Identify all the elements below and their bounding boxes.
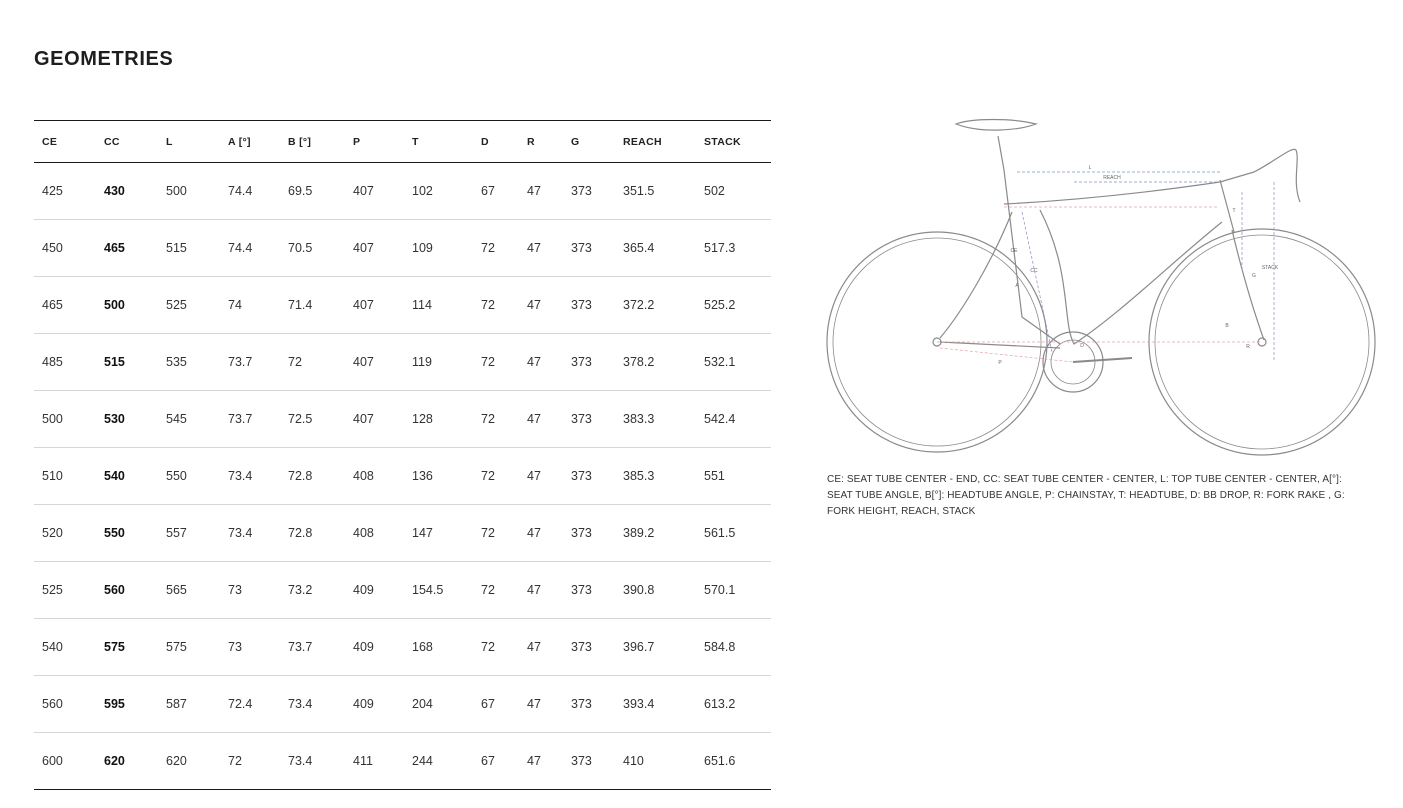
table-cell: 119 <box>412 355 432 369</box>
geometry-table <box>34 120 771 790</box>
table-cell: 500 <box>166 184 187 198</box>
table-cell: 73.7 <box>228 412 253 426</box>
table-cell: 373 <box>571 355 592 369</box>
table-cell: 72 <box>228 754 242 768</box>
table-cell: 72 <box>481 640 495 654</box>
table-cell: 620 <box>104 754 125 768</box>
table-row <box>34 220 771 277</box>
table-cell: 396.7 <box>623 640 655 654</box>
table-row <box>34 562 771 619</box>
table-row <box>34 505 771 562</box>
table-cell: 72 <box>481 298 495 312</box>
table-cell: 510 <box>42 469 63 483</box>
table-cell: 587 <box>166 697 187 711</box>
table-cell: 147 <box>412 526 433 540</box>
table-cell: 575 <box>104 640 125 654</box>
table-cell: 47 <box>527 526 541 540</box>
seatpost <box>998 136 1004 170</box>
table-cell: 373 <box>571 640 592 654</box>
table-cell: 373 <box>571 697 592 711</box>
table-cell: 47 <box>527 469 541 483</box>
table-cell: 570.1 <box>704 583 736 597</box>
table-cell: 47 <box>527 241 541 255</box>
page-title: GEOMETRIES <box>34 48 174 70</box>
table-cell: 500 <box>104 298 125 312</box>
table-cell: 136 <box>412 469 433 483</box>
table-row <box>34 334 771 391</box>
header-a: A [°] <box>228 135 251 148</box>
table-cell: 69.5 <box>288 184 313 198</box>
header-stack: STACK <box>704 135 741 148</box>
table-cell: 595 <box>104 697 125 711</box>
table-cell: 515 <box>166 241 187 255</box>
table-cell: 410 <box>623 754 644 768</box>
table-cell: 73.7 <box>228 355 253 369</box>
header-reach: REACH <box>623 135 662 148</box>
table-cell: 72 <box>481 355 495 369</box>
table-cell: 430 <box>104 184 125 198</box>
table-cell: 73 <box>228 640 242 654</box>
table-cell: 72 <box>481 526 495 540</box>
table-cell: 530 <box>104 412 125 426</box>
table-cell: 378.2 <box>623 355 655 369</box>
table-cell: 74.4 <box>228 241 253 255</box>
table-cell: 73.4 <box>288 697 313 711</box>
table-cell: 540 <box>104 469 125 483</box>
table-cell: 373 <box>571 583 592 597</box>
table-cell: 73.4 <box>228 469 253 483</box>
table-cell: 550 <box>166 469 187 483</box>
table-cell: 47 <box>527 697 541 711</box>
table-cell: 72.5 <box>288 412 313 426</box>
table-body <box>34 163 771 790</box>
table-cell: 532.1 <box>704 355 736 369</box>
table-cell: 515 <box>104 355 125 369</box>
saddle <box>956 120 1036 131</box>
table-cell: 204 <box>412 697 433 711</box>
table-cell: 47 <box>527 640 541 654</box>
table-cell: 351.5 <box>623 184 655 198</box>
table-cell: 550 <box>104 526 125 540</box>
table-cell: 584.8 <box>704 640 736 654</box>
table-header-row <box>34 121 771 163</box>
table-cell: 73.7 <box>288 640 313 654</box>
table-cell: 557 <box>166 526 187 540</box>
header-p: P <box>353 135 361 148</box>
table-cell: 73 <box>228 583 242 597</box>
table-cell: 465 <box>42 298 63 312</box>
table-cell: 72.8 <box>288 526 313 540</box>
table-cell: 168 <box>412 640 433 654</box>
table-cell: 72.4 <box>228 697 253 711</box>
table-cell: 525 <box>42 583 63 597</box>
bike-geometry-diagram <box>822 112 1382 462</box>
header-t: T <box>412 135 419 148</box>
table-cell: 373 <box>571 526 592 540</box>
table-cell: 74.4 <box>228 184 253 198</box>
table-cell: 465 <box>104 241 125 255</box>
frame-head-tube <box>1220 180 1234 232</box>
table-cell: 408 <box>353 526 374 540</box>
table-cell: 485 <box>42 355 63 369</box>
table-row <box>34 391 771 448</box>
header-ce: CE <box>42 135 58 148</box>
table-row <box>34 676 771 733</box>
table-cell: 407 <box>353 298 374 312</box>
table-cell: 383.3 <box>623 412 655 426</box>
table-cell: 70.5 <box>288 241 313 255</box>
table-row <box>34 277 771 334</box>
table-cell: 409 <box>353 583 374 597</box>
table-cell: 373 <box>571 754 592 768</box>
table-cell: 67 <box>481 697 495 711</box>
table-cell: 425 <box>42 184 63 198</box>
table-cell: 520 <box>42 526 63 540</box>
table-cell: 525 <box>166 298 187 312</box>
table-cell: 517.3 <box>704 241 736 255</box>
table-cell: 450 <box>42 241 63 255</box>
table-cell: 154.5 <box>412 583 444 597</box>
table-cell: 244 <box>412 754 433 768</box>
table-cell: 73.2 <box>288 583 313 597</box>
label-t: T <box>1232 208 1236 214</box>
table-cell: 373 <box>571 469 592 483</box>
table-row <box>34 733 771 790</box>
header-l: L <box>166 135 173 148</box>
table-cell: 551 <box>704 469 725 483</box>
table-cell: 373 <box>571 298 592 312</box>
table-cell: 575 <box>166 640 187 654</box>
label-d: D <box>1080 343 1084 349</box>
table-cell: 114 <box>412 298 432 312</box>
label-p: P <box>998 360 1002 366</box>
table-cell: 409 <box>353 697 374 711</box>
table-cell: 47 <box>527 184 541 198</box>
table-cell: 613.2 <box>704 697 736 711</box>
table-cell: 561.5 <box>704 526 736 540</box>
table-cell: 373 <box>571 184 592 198</box>
table-cell: 373 <box>571 241 592 255</box>
table-cell: 500 <box>42 412 63 426</box>
label-cc: CC <box>1030 268 1038 274</box>
table-cell: 408 <box>353 469 374 483</box>
table-cell: 73.4 <box>228 526 253 540</box>
header-r: R <box>527 135 535 148</box>
table-cell: 73.4 <box>288 754 313 768</box>
table-cell: 72 <box>481 241 495 255</box>
label-b: B <box>1225 323 1229 329</box>
table-cell: 545 <box>166 412 187 426</box>
table-cell: 560 <box>104 583 125 597</box>
label-ce: CE <box>1010 248 1018 254</box>
frame-top-tube <box>1004 182 1220 204</box>
table-cell: 47 <box>527 298 541 312</box>
table-row <box>34 448 771 505</box>
table-cell: 72 <box>481 469 495 483</box>
table-cell: 525.2 <box>704 298 736 312</box>
table-cell: 651.6 <box>704 754 736 768</box>
table-cell: 620 <box>166 754 187 768</box>
label-reach: REACH <box>1103 175 1121 181</box>
table-cell: 411 <box>353 754 373 768</box>
geometry-legend: CE: SEAT TUBE CENTER - END, CC: SEAT TUBE CENTER - CENTER, L: TOP TUBE CENTER - CENTER, A[°]: SEAT TUBE ANGLE, B[°]: HEADTUBE ANGLE, P: CHAINSTAY, T: HEADTUBE, D: BB DROP, R: FORK RAKE , G: FORK HEIGHT, REACH, STACK <box>827 474 1345 517</box>
table-cell: 407 <box>353 355 374 369</box>
frame-seat-stay <box>940 212 1012 338</box>
table-cell: 72 <box>481 583 495 597</box>
frame-down-tube <box>1040 210 1222 344</box>
header-cc: CC <box>104 135 120 148</box>
label-a: A <box>1015 283 1019 289</box>
table-cell: 409 <box>353 640 374 654</box>
table-cell: 372.2 <box>623 298 655 312</box>
table-cell: 385.3 <box>623 469 655 483</box>
table-row <box>34 619 771 676</box>
stem <box>1220 172 1254 182</box>
header-b: B [°] <box>288 135 312 148</box>
dim-seat-tube <box>1022 212 1052 352</box>
table-cell: 47 <box>527 412 541 426</box>
table-cell: 109 <box>412 241 433 255</box>
table-cell: 74 <box>228 298 242 312</box>
table-cell: 393.4 <box>623 697 655 711</box>
table-cell: 128 <box>412 412 433 426</box>
table-cell: 540 <box>42 640 63 654</box>
table-cell: 47 <box>527 754 541 768</box>
table-cell: 67 <box>481 754 495 768</box>
table-cell: 407 <box>353 412 374 426</box>
table-cell: 365.4 <box>623 241 655 255</box>
frame-chain-stay <box>940 342 1060 348</box>
label-g: G <box>1252 273 1256 279</box>
table-row <box>34 163 771 220</box>
table-cell: 407 <box>353 241 374 255</box>
header-d: D <box>481 135 489 148</box>
table-cell: 72 <box>481 412 495 426</box>
table-cell: 373 <box>571 412 592 426</box>
fork <box>1232 230 1264 340</box>
table-cell: 71.4 <box>288 298 313 312</box>
table-cell: 390.8 <box>623 583 655 597</box>
table-cell: 502 <box>704 184 725 198</box>
label-stack: STACK <box>1261 265 1279 271</box>
table-cell: 600 <box>42 754 63 768</box>
table-cell: 535 <box>166 355 187 369</box>
dim-chainstay <box>940 348 1073 362</box>
table-cell: 407 <box>353 184 374 198</box>
table-cell: 389.2 <box>623 526 655 540</box>
table-cell: 47 <box>527 355 541 369</box>
table-cell: 47 <box>527 583 541 597</box>
table-cell: 72 <box>288 355 302 369</box>
table-cell: 102 <box>412 184 433 198</box>
label-l: L <box>1088 165 1092 171</box>
header-g: G <box>571 135 580 148</box>
table-cell: 67 <box>481 184 495 198</box>
table-cell: 565 <box>166 583 187 597</box>
handlebar <box>1254 149 1300 202</box>
label-r: R <box>1246 344 1250 350</box>
table-cell: 560 <box>42 697 63 711</box>
table-cell: 542.4 <box>704 412 736 426</box>
table-cell: 72.8 <box>288 469 313 483</box>
